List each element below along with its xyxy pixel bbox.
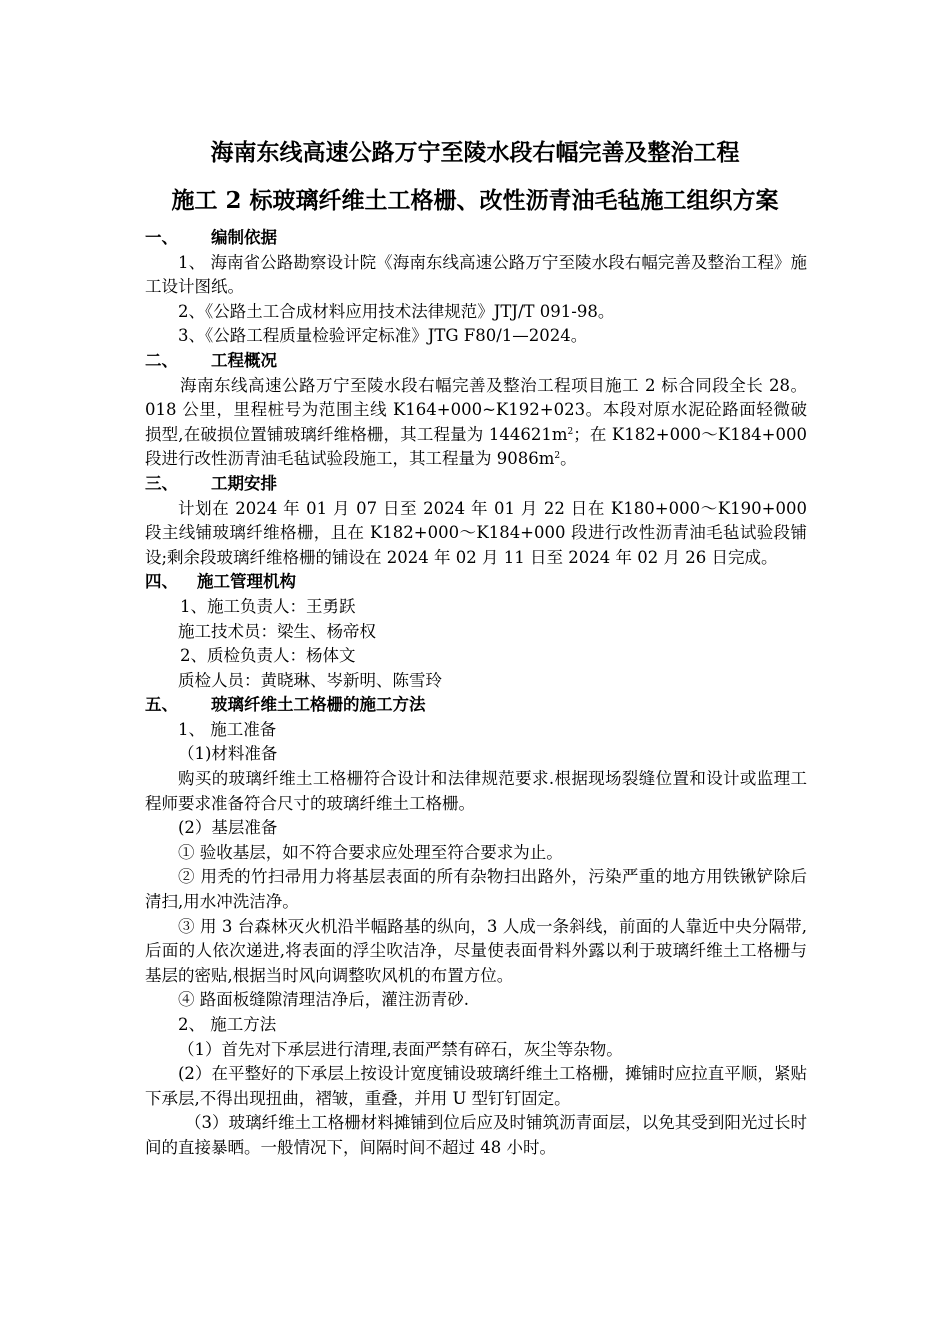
org-line-4: 质检人员：黄晓琳、岑新明、陈雪玲 [178, 670, 442, 690]
basis-item-3: 3、《公路工程质量检验评定标准》JTG F80/1—2024。 [178, 326, 588, 346]
basis-item-1: 1、 海南省公路勘察设计院《海南东线高速公路万宁至陵水段右幅完善及整治工程》施工设计图纸。 [145, 252, 807, 297]
base-step-2: ② 用秃的竹扫帚用力将基层表面的所有杂物扫出路外，污染严重的地方用铁锹铲除后清扫,用水冲洗洁净。 [145, 867, 807, 912]
section-heading-3 [145, 472, 807, 497]
base-step-3: ③ 用 3 台森林灭火机沿半幅路基的纵向，3 人成一条斜线，前面的人靠近中央分隔带,后面的人依次递进,将表面的浮尘吹洁净，尽量使表面骨料外露以利于玻璃纤维土工格栅与基层的密贴,根据当时风向调整吹风机的布置方位。 [145, 916, 807, 985]
section-title: 施工管理机构 [197, 572, 296, 592]
base-step-1: ① 验收基层，如不符合要求应处理至符合要求为止。 [178, 842, 563, 862]
section-heading-4 [145, 570, 807, 595]
section-title: 工程概况 [211, 350, 277, 370]
section-heading-1 [145, 226, 807, 251]
section-number: 五、 [145, 695, 178, 715]
subheading-base: (2）基层准备 [178, 818, 278, 838]
document-title-line1: 海南东线高速公路万宁至陵水段右幅完善及整治工程 [210, 139, 740, 166]
subheading-prep: 1、 施工准备 [178, 719, 277, 739]
section-number: 三、 [145, 473, 178, 493]
method-step-3: （3）玻璃纤维土工格栅材料摊铺到位后应及时铺筑沥青面层，以免其受到阳光过长时间的直接暴晒。一般情况下，间隔时间不超过 48 小时。 [145, 1113, 807, 1157]
section-heading-2 [145, 349, 807, 374]
overview-paragraph: 海南东线高速公路万宁至陵水段右幅完善及整治工程项目施工 2 标合同段全长 28。018 公里，里程桩号为范围主线 K164+000~K192+023。本段对原水泥砼路面轻微破损型,在破损位置铺玻璃纤维格栅，其工程量为 $144621m^2$；在 K182+000～K184+000 段进行改性沥青油毛毡试验段施工，其工程量为 $9086m^2$。 [145, 375, 808, 469]
subheading-method: 2、 施工方法 [178, 1015, 277, 1034]
section-number: 一、 [145, 228, 178, 247]
section-number: 二、 [145, 350, 178, 370]
superscript: 2 [567, 426, 574, 437]
material-paragraph: 购买的玻璃纤维土工格栅符合设计和法律规范要求.根据现场裂缝位置和设计或监理工程师要求准备符合尺寸的玻璃纤维土工格栅。 [145, 769, 807, 813]
section-title: 工期安排 [211, 473, 277, 493]
org-line-3: 2、质检负责人：杨体文 [180, 646, 356, 666]
section-number: 四、 [145, 572, 178, 592]
org-line-1: 1、施工负责人：王勇跃 [180, 596, 356, 616]
section-title: 玻璃纤维土工格栅的施工方法 [211, 695, 426, 715]
subheading-material: （1)材料准备 [178, 744, 278, 764]
schedule-paragraph: 计划在 2024 年 01 月 07 日至 2024 年 01 月 22 日在 K180+000～K190+000 段主线铺玻璃纤维格栅，且在 K182+000～K184+000 段进行改性沥青油毛毡试验段铺设;剩余段玻璃纤维格栅的铺设在 2024 年 02 月 11 日至 2024 年 02 月 26 日完成。 [145, 498, 807, 567]
superscript: 2 [554, 451, 561, 462]
section-title: 编制依据 [211, 228, 277, 247]
section-heading-5 [145, 693, 807, 718]
basis-item-2: 2、《公路土工合成材料应用技术法律规范》JTJ/T 091-98。 [178, 301, 615, 321]
org-line-2: 施工技术员：梁生、杨帝权 [178, 621, 376, 641]
method-step-1: （1）首先对下承层进行清理,表面严禁有碎石，灰尘等杂物。 [178, 1039, 623, 1059]
base-step-4: ④ 路面板缝隙清理洁净后，灌注沥青砂. [178, 990, 469, 1010]
method-step-2: (2）在平整好的下承层上按设计宽度铺设玻璃纤维土工格栅，摊铺时应拉直平顺，紧贴下承层,不得出现扭曲，褶皱，重叠，并用 U 型钉钉固定。 [145, 1064, 807, 1108]
document-body [145, 226, 807, 1161]
document-title-line2: 施工 2 标玻璃纤维土工格栅、改性沥青油毛毡施工组织方案 [171, 187, 779, 214]
